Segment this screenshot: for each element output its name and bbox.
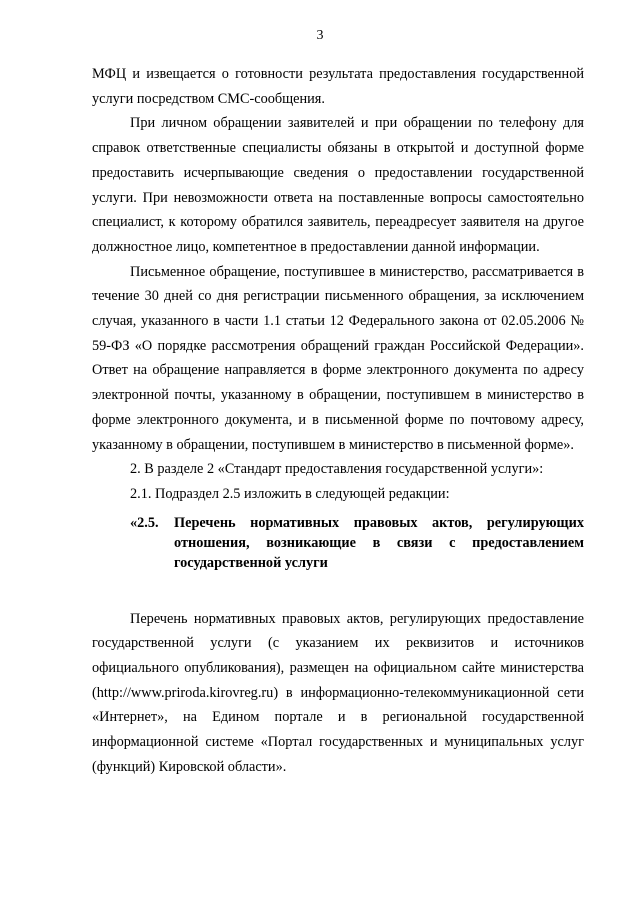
paragraph: МФЦ и извещается о готовности результата предоставления государственной услуги посредством СМС-сообщения. [92, 66, 584, 107]
paragraph: 2. В разделе 2 «Стандарт предоставления государственной услуги»: [130, 461, 544, 478]
paragraph: Перечень нормативных правовых актов, регулирующих предоставление государственной услуги (с указанием их реквизитов и источников официального опубликования), размещен на официальном сайте министерства (http://www.priroda.kirovreg.ru) в информационно-телекоммуникационной сети «Интернет», на Едином портале и в региональной государственной информационной системе «Портал государственных и муниципальных услуг (функций) Кировской области». [92, 610, 584, 775]
section-heading [92, 513, 584, 573]
page-number: 3 [316, 28, 324, 43]
section-title: Перечень нормативных правовых актов, регулирующих отношения, возникающие в связи с предоставлением государственной услуги [174, 514, 584, 571]
section-number: «2.5. [130, 514, 159, 531]
paragraph: При личном обращении заявителей и при обращении по телефону для справок ответственные специалисты обязаны в открытой и доступной форме предоставить исчерпывающие сведения о предоставлении государственной услуги. При невозможности ответа на поставленные вопросы самостоятельно специалист, к которому обратился заявитель, переадресует заявителя на другое должностное лицо, компетентное в предоставлении данной информации. [92, 115, 584, 255]
document-body [92, 62, 584, 780]
paragraph: 2.1. Подраздел 2.5 изложить в следующей редакции: [130, 485, 450, 502]
paragraph: Письменное обращение, поступившее в министерство, рассматривается в течение 30 дней со дня регистрации письменного обращения, за исключением случая, указанного в части 1.1 статьи 12 Федерального закона от 02.05.2006 № 59-ФЗ «О порядке рассмотрения обращений граждан Российской Федерации». Ответ на обращение направляется в форме электронного документа по адресу электронной почты, указанному в обращении, поступившем в министерство в форме электронного документа, и в письменной форме по почтовому адресу, указанному в обращении, поступившем в министерство в письменной форме». [92, 263, 584, 453]
